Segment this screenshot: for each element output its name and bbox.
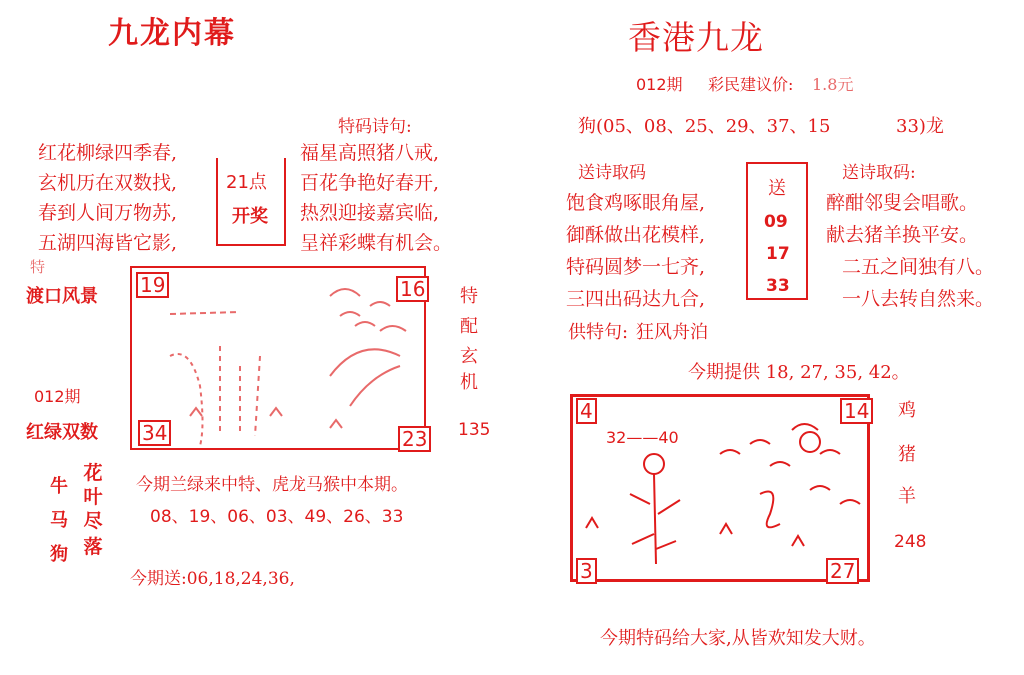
draw-label: 开奖 (232, 206, 268, 227)
flower-char: 花 (83, 462, 103, 484)
tip-line: 今期兰绿来中特、虎龙马猴中本期。 (136, 475, 408, 495)
right-poem-header-left: 送诗取码 (578, 163, 646, 183)
special-value: 狂风舟泊 (636, 322, 708, 343)
numbers-line: 08、19、06、03、49、26、33 (150, 507, 404, 527)
poem-line: 玄机历在双数找, (38, 172, 178, 194)
send-number: 09 (764, 212, 788, 232)
right-image-br-number: 27 (826, 558, 859, 584)
special-label: 供特句: (568, 322, 629, 343)
right-issue: 012期 (636, 75, 683, 94)
side-animal: 猪 (898, 444, 916, 465)
right-image-tl-number: 4 (576, 398, 597, 424)
pair-label: 红绿双数 (26, 422, 98, 443)
poem-line: 饱食鸡啄眼角屋, (566, 192, 706, 214)
te-label: 特 (30, 258, 46, 276)
left-sketch-illustration (130, 266, 426, 450)
left-image-tr-number: 16 (396, 276, 429, 302)
poem-line: 醉酣邻叟会唱歌。 (826, 192, 979, 214)
price-value: 1.8元 (812, 75, 854, 94)
price-label: 彩民建议价: (708, 75, 794, 94)
poem-line: 红花柳绿四季春, (38, 142, 178, 164)
poem-line: 献去猪羊换平安。 (826, 224, 979, 246)
send-number: 17 (766, 244, 790, 264)
poem-line: 呈祥彩蝶有机会。 (300, 232, 453, 254)
poem-line: 二五之间独有八。 (842, 256, 995, 278)
right-poem-header-right: 送诗取码: (842, 163, 916, 183)
dog-line: 狗(05、08、25、29、37、15 (578, 116, 831, 137)
dog-line-tail: 33)龙 (896, 116, 944, 137)
poem-line: 百花争艳好春开, (300, 172, 440, 194)
left-poem-header-right: 特码诗句: (338, 117, 412, 137)
right-sketch-illustration (570, 394, 870, 582)
poem-line: 福星高照猪八戒, (300, 142, 440, 164)
flower-char: 叶 (83, 486, 103, 508)
draw-time: 21点 (226, 172, 267, 193)
poem-line: 一八去转自然来。 (842, 288, 995, 310)
side-char: 配 (460, 316, 478, 337)
left-image-bl-number: 34 (138, 420, 171, 446)
right-side-number: 248 (894, 532, 927, 552)
poem-line: 御酥做出花模样, (566, 224, 706, 246)
right-title: 香港九龙 (628, 18, 764, 57)
poem-line: 春到人间万物苏, (38, 202, 178, 224)
scene-title: 渡口风景 (26, 286, 98, 307)
provide-line: 今期提供 18, 27, 35, 42。 (688, 362, 910, 383)
animal: 牛 (50, 476, 68, 497)
send-number: 33 (766, 276, 790, 296)
left-image-tl-number: 19 (136, 272, 169, 298)
flower-char: 落 (83, 536, 103, 558)
animal: 狗 (50, 544, 68, 565)
flower-char: 尽 (83, 510, 103, 532)
side-char: 特 (460, 286, 478, 307)
side-animal: 羊 (898, 486, 916, 507)
right-image-tr-number: 14 (840, 398, 873, 424)
side-animal: 鸡 (898, 400, 916, 421)
side-char: 玄 (460, 346, 478, 367)
poem-line: 热烈迎接嘉宾临, (300, 202, 440, 224)
side-char: 机 (460, 372, 478, 393)
poem-line: 三四出码达九合, (566, 288, 706, 310)
send-line: 今期送:06,18,24,36, (130, 569, 295, 589)
poem-line: 五湖四海皆它影, (38, 232, 178, 254)
poem-line: 特码圆梦一七齐, (566, 256, 706, 278)
left-title: 九龙内幕 (108, 16, 236, 51)
right-image-annotation: 32——40 (606, 428, 679, 447)
send-box-title: 送 (768, 178, 786, 199)
right-image-bl-number: 3 (576, 558, 597, 584)
right-footer: 今期特码给大家,从皆欢知发大财。 (600, 628, 876, 649)
left-image-br-number: 23 (398, 426, 431, 452)
animal: 马 (50, 510, 68, 531)
left-side-number: 135 (458, 420, 491, 440)
left-issue: 012期 (34, 387, 81, 406)
